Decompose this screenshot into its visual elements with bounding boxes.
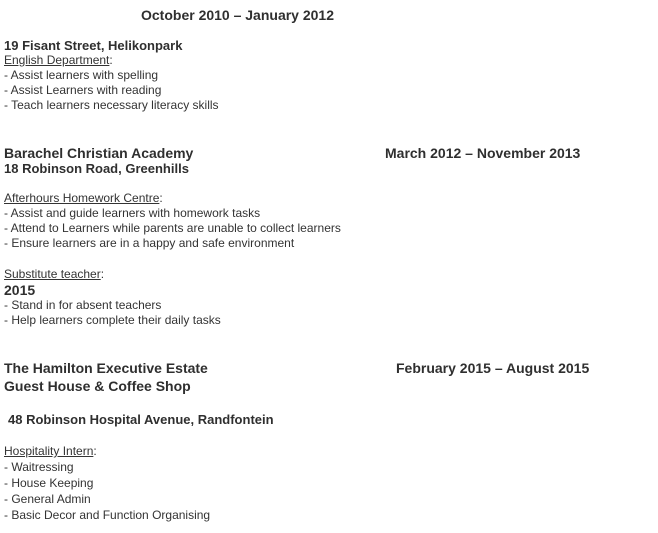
section3-address: 48 Robinson Hospital Avenue, Randfontein xyxy=(8,412,274,427)
section2-address: 18 Robinson Road, Greenhills xyxy=(4,161,189,176)
section1-department xyxy=(4,53,113,67)
colon: : xyxy=(159,191,163,205)
section2-role1-duty-1: - Assist and guide learners with homework tasks xyxy=(4,206,261,220)
section3-employer-line1: The Hamilton Executive Estate xyxy=(4,360,208,376)
section3-role xyxy=(4,444,97,458)
section3-duty-3: - General Admin xyxy=(4,492,91,506)
section2-role1-duty-2: - Attend to Learners while parents are unable to collect learners xyxy=(4,221,341,235)
section2-dates: March 2012 – November 2013 xyxy=(385,145,581,161)
section2-role1-label: Afterhours Homework Centre xyxy=(4,191,160,205)
section1-department-label: English Department xyxy=(4,53,110,67)
section3-duty-2: - House Keeping xyxy=(4,476,94,490)
section2-role2-duty-1: - Stand in for absent teachers xyxy=(4,298,162,312)
section2-role2-duty-2: - Help learners complete their daily tasks xyxy=(4,313,221,327)
section3-dates: February 2015 – August 2015 xyxy=(396,360,590,376)
section1-address: 19 Fisant Street, Helikonpark xyxy=(4,38,183,53)
section2-role2-year: 2015 xyxy=(4,282,36,298)
section2-role2 xyxy=(4,267,104,281)
section2-role1-duty-3: - Ensure learners are in a happy and safe environment xyxy=(4,236,295,250)
section1-duty-3: - Teach learners necessary literacy skills xyxy=(4,98,219,112)
section3-duty-1: - Waitressing xyxy=(4,460,74,474)
section2-role2-label: Substitute teacher xyxy=(4,267,101,281)
section2-employer: Barachel Christian Academy xyxy=(4,145,194,161)
colon: : xyxy=(93,444,97,458)
colon: : xyxy=(100,267,105,281)
section3-employer-line2: Guest House & Coffee Shop xyxy=(4,378,191,394)
colon: : xyxy=(109,53,113,67)
section1-duty-2: - Assist Learners with reading xyxy=(4,83,162,97)
section1-dates: October 2010 – January 2012 xyxy=(141,7,335,23)
section3-role-label: Hospitality Intern xyxy=(4,444,94,458)
section2-role1 xyxy=(4,191,163,205)
section1-duty-1: - Assist learners with spelling xyxy=(4,68,159,82)
section3-duty-4: - Basic Decor and Function Organising xyxy=(4,508,211,522)
